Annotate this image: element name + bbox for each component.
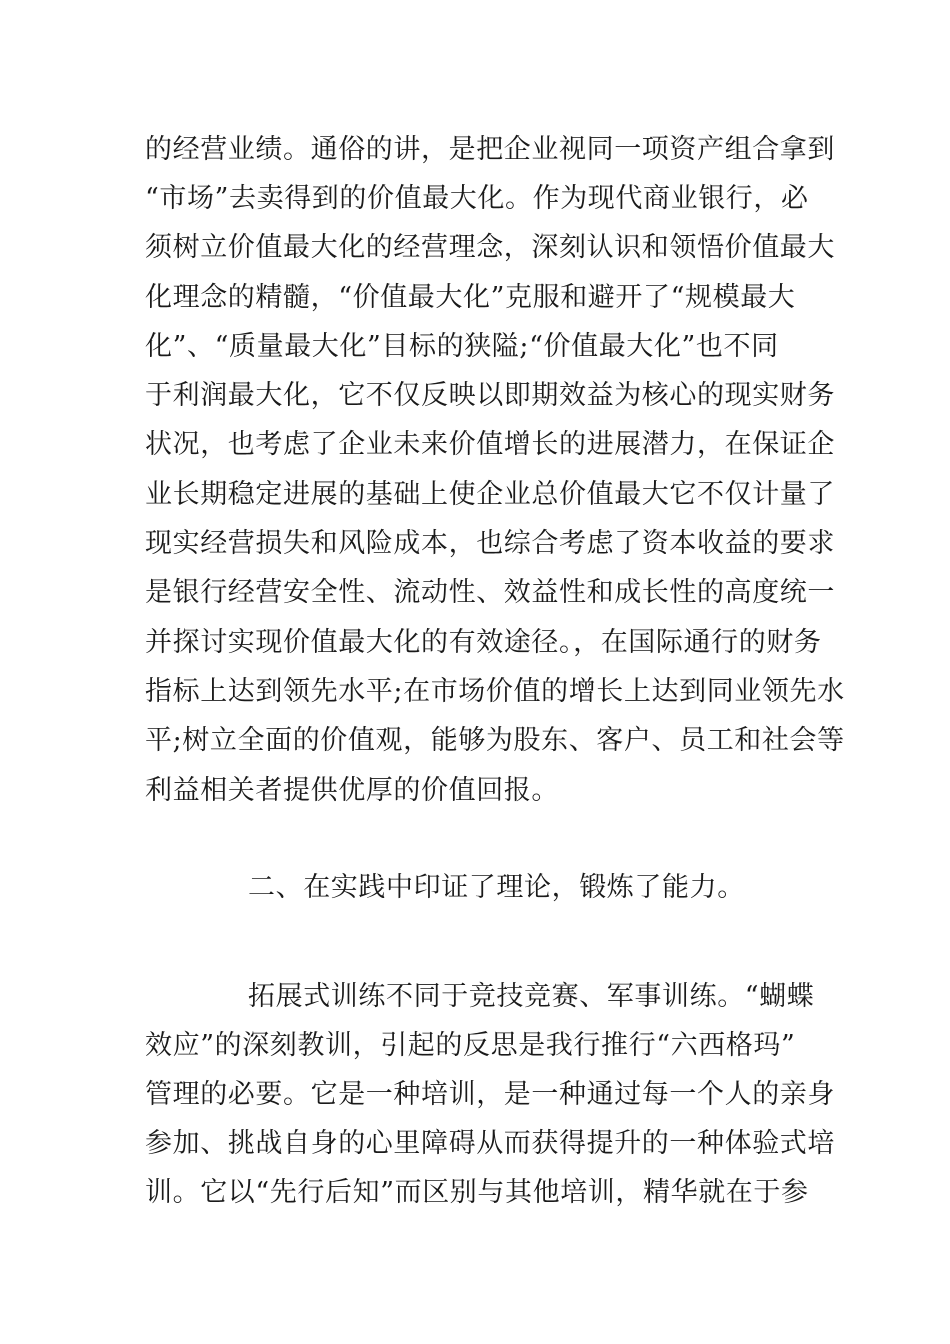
paragraph2-line: 拓展式训练不同于竞技竞赛、军事训练。“蝴蝶 (248, 981, 815, 1012)
paragraph2-line: 管理的必要。它是一种培训，是一种通过每一个人的亲身 (145, 1079, 835, 1110)
paragraph1-line: 利益相关者提供优厚的价值回报。 (145, 775, 559, 806)
paragraph1-line: 指标上达到领先水平;在市场价值的增长上达到同业领先水 (145, 676, 845, 707)
paragraph1-line: 化”、“质量最大化”目标的狭隘;“价值最大化”也不同 (145, 331, 779, 362)
section-heading: 二、在实践中印证了理论，锻炼了能力。 (248, 872, 745, 903)
paragraph1-line: 于利润最大化，它不仅反映以即期效益为核心的现实财务 (145, 380, 835, 411)
paragraph1-line: 须树立价值最大化的经营理念，深刻认识和领悟价值最大 (145, 232, 835, 263)
paragraph1-line: 状况，也考虑了企业未来价值增长的进展潜力，在保证企 (145, 429, 835, 460)
paragraph1-line: 化理念的精髓，“价值最大化”克服和避开了“规模最大 (145, 282, 796, 313)
paragraph1-line: 是银行经营安全性、流动性、效益性和成长性的高度统一 (145, 577, 835, 608)
paragraph1-line: 现实经营损失和风险成本，也综合考虑了资本收益的要求 (145, 528, 835, 559)
paragraph2-line: 效应”的深刻教训，引起的反思是我行推行“六西格玛” (145, 1030, 796, 1061)
paragraph1-line: 并探讨实现价值最大化的有效途径。，在国际通行的财务 (145, 627, 822, 658)
paragraph2-line: 训。它以“先行后知”而区别与其他培训，精华就在于参 (145, 1177, 809, 1208)
paragraph1-line: “市场”去卖得到的价值最大化。作为现代商业银行，必 (145, 183, 809, 214)
paragraph1-line: 业长期稳定进展的基础上使企业总价值最大它不仅计量了 (145, 479, 835, 510)
paragraph1-line: 平;树立全面的价值观，能够为股东、客户、员工和社会等 (145, 725, 845, 756)
paragraph2-line: 参加、挑战自身的心里障碍从而获得提升的一种体验式培 (145, 1128, 835, 1159)
paragraph1-line: 的经营业绩。通俗的讲，是把企业视同一项资产组合拿到 (145, 134, 835, 165)
